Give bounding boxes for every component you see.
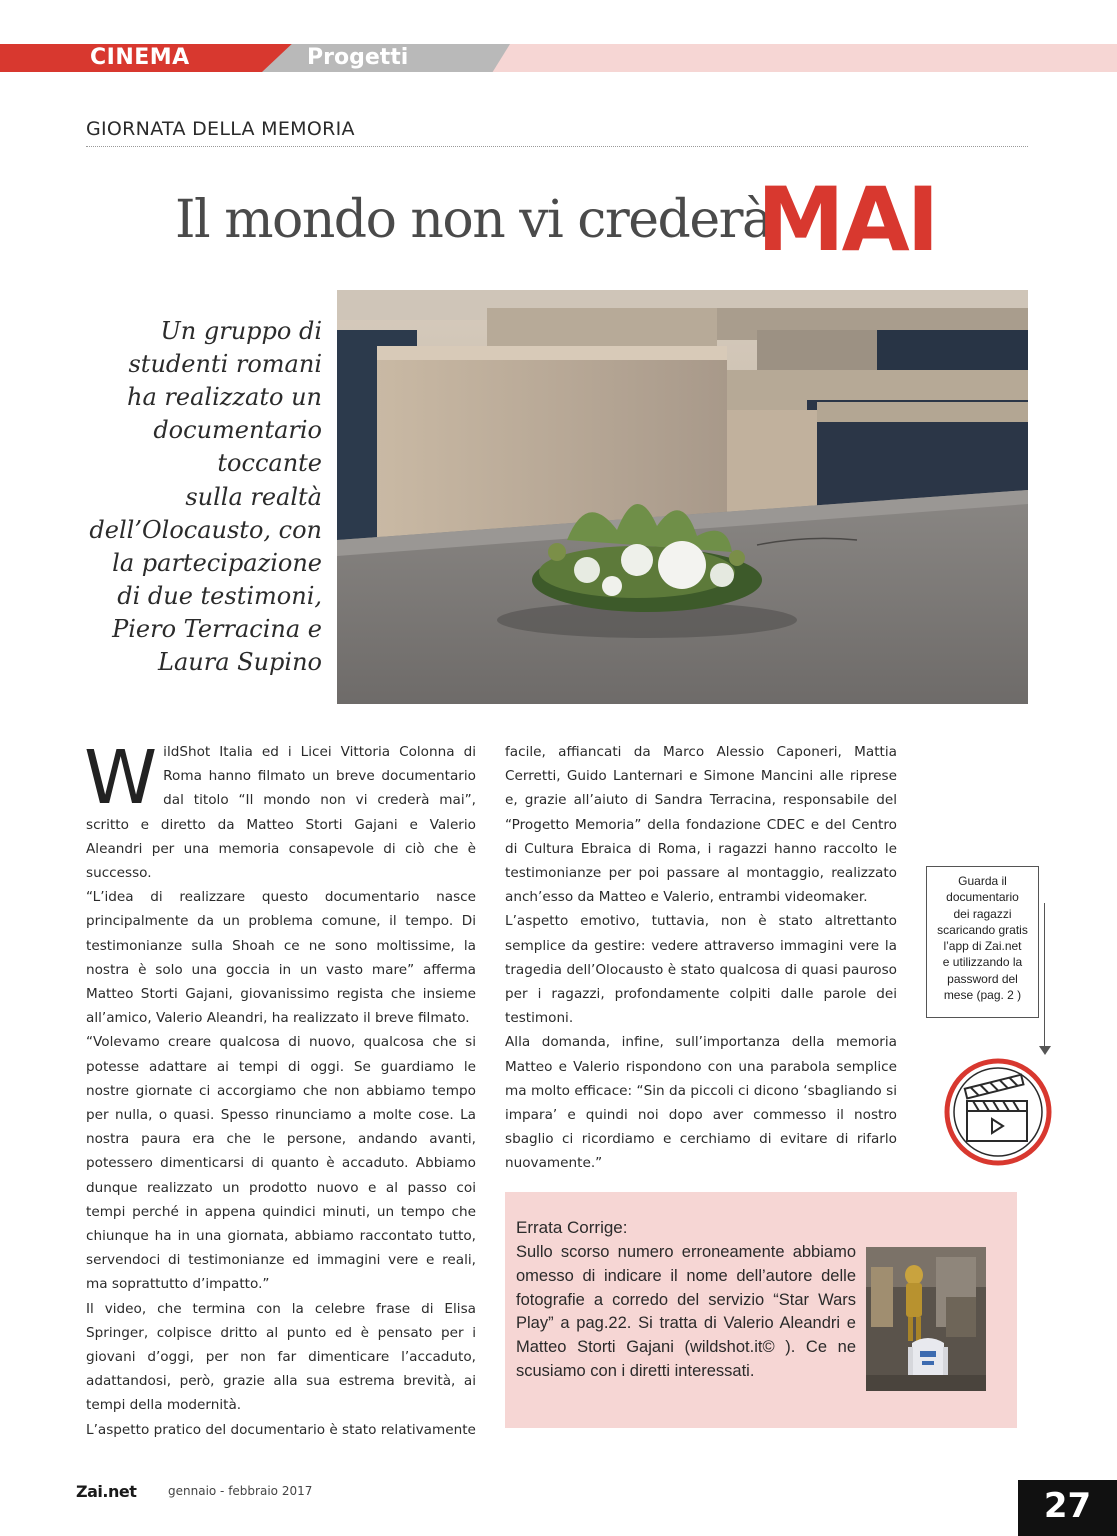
article-paragraph-4: Il video, che termina con la celebre frase di Elisa Springer, colpisce dritto al punto ed è pensato per i giovani d’oggi, per non far dimenticare l’accaduto, adattandosi, però, grazie alla sua estrema brevità, ai tempi della modernità. (86, 1300, 476, 1414)
standfirst-line: Laura Supino (158, 648, 322, 677)
promo-line: scaricando gratis (937, 922, 1028, 937)
article-title-accent: MAI (757, 168, 937, 271)
article-paragraph-7: L’aspetto emotivo, tuttavia, non è stato altrettanto semplice da gestire: vedere attraverso immagini vere la tragedia dell’Olocausto è stato qualcosa di quasi pauroso per i ragazzi, profondamente colpiti dalle parole dei testimoni. (505, 913, 897, 1027)
issue-date: gennaio - febbraio 2017 (168, 1484, 313, 1498)
promo-line: l’app di Zai.net (943, 939, 1022, 954)
standfirst-line: dell’Olocausto, con (89, 515, 322, 544)
header-band-background (480, 44, 1117, 72)
standfirst-line: sulla realtà (185, 482, 322, 511)
star-wars-photo (866, 1247, 986, 1391)
magazine-logo: Zai.net (76, 1482, 137, 1501)
app-promo-text (927, 867, 1038, 1003)
promo-line: dei ragazzi (953, 906, 1012, 921)
standfirst-line: Piero Terracina e (112, 614, 322, 643)
paragraph-text: ildShot Italia ed i Licei Vittoria Colonna di Roma hanno filmato un breve documentario dal titolo “Il mondo non vi crederà mai”, scritto e diretto da Matteo Storti Gajani e Valerio Aleandri per una memoria consapevole di ciò che è successo. (86, 744, 476, 882)
article-standfirst (60, 315, 322, 679)
drop-cap: W (84, 735, 158, 821)
memorial-photo (337, 290, 1028, 704)
standfirst-line: toccante (217, 449, 322, 478)
article-paragraph-6: facile, affiancati da Marco Alessio Caponeri, Mattia Cerretti, Guido Lanternari e Simone Mancini alle riprese e, grazie all’aiuto di Sandra Terracina, responsabile del “Progetto Memoria” della fondazione CDEC e del Centro di Cultura Ebraica di Roma, i ragazzi hanno raccolto le testimonianze per poi passare al montaggio, realizzato anch’esso da Matteo e Valerio, entrambi videomaker. (505, 744, 897, 906)
standfirst-line: Un gruppo di (160, 317, 322, 345)
standfirst-line: documentario (153, 416, 322, 445)
errata-box (505, 1192, 1017, 1428)
article-paragraph-1 (84, 735, 476, 885)
promo-line: password del (947, 971, 1018, 986)
promo-line: documentario (946, 890, 1019, 905)
article-paragraph-8: Alla domanda, infine, sull’importanza della memoria Matteo e Valerio rispondono con una parabola semplice ma molto efficace: “Sin da piccoli ci dicono ‘sbagliando si impara’ e quindi noi dopo aver commesso il nostro sbaglio ci ricordiamo e cerchiamo di evitare di rifarlo nuovamente.” (505, 1034, 897, 1172)
errata-body: Sullo scorso numero erroneamente abbiamo omesso di indicare il nome dell’autore delle fotografie a corredo del servizio “Star Wars Play” a pag.22. Si tratta di Valerio Aleandri e Matteo Storti Gajani (wildshot.it© ). Ce ne scusiamo con i diretti interessati. (516, 1243, 856, 1380)
article-paragraph-2: “L’idea di realizzare questo documentario nasce principalmente da un problema comune, il tempo. Di testimonianze sulla Shoah ce ne sono moltissime, la nostra è solo una goccia in un vasto mare” afferma Matteo Storti Gajani, giovanissimo regista che insieme all’amico, Valerio Aleandri, ha realizzato il breve filmato. (86, 889, 476, 1027)
promo-line: Guarda il (958, 874, 1007, 888)
standfirst-line: ha realizzato un (127, 383, 322, 412)
arrow-down-icon (1044, 903, 1045, 1051)
kicker-divider (86, 146, 1028, 147)
article-title: Il mondo non vi crederà (175, 190, 772, 250)
article-column-left (84, 735, 476, 1442)
section-label: CINEMA (90, 45, 190, 70)
section-header-band (0, 44, 1117, 72)
article-paragraph-5: L’aspetto pratico del documentario è stato relativamente (86, 1421, 476, 1438)
subsection-label: Progetti (307, 45, 409, 70)
promo-line: e utilizzando la (942, 955, 1023, 970)
app-promo-box (926, 866, 1039, 1018)
errata-heading: Errata Corrige: (516, 1218, 628, 1237)
article-column-right (505, 740, 897, 1176)
promo-line: mese (pag. 2 ) (943, 988, 1022, 1003)
standfirst-line: la partecipazione (112, 548, 322, 577)
clapperboard-play-icon[interactable] (943, 1057, 1053, 1167)
arrow-head-icon (1039, 1046, 1051, 1055)
standfirst-line: di due testimoni, (117, 581, 322, 610)
page-number: 27 (1043, 1486, 1092, 1526)
article-kicker: GIORNATA DELLA MEMORIA (86, 118, 355, 140)
article-paragraph-3: “Volevamo creare qualcosa di nuovo, qualcosa che si potesse adattare ai tempi di oggi. Se guardiamo le nostre giornate ci accorgiamo che non abbiamo tempo per nulla, o quasi. Spesso rinunciamo a molte cose. La nostra paura era che le persone, andando avanti, potessero dimenticarsi di quanto è accaduto. Abbiamo dunque realizzato un prodotto nuovo e al passo coi tempi perché in appena quindici minuti, un tempo che chiunque ha in una giornata, abbiamo raccontato tutto, servendoci di testimonianze ed immagini vere e reali, ma soprattutto d’impatto.” (86, 1034, 476, 1293)
standfirst-line: studenti romani (128, 350, 322, 379)
page-number-box (1018, 1480, 1117, 1536)
